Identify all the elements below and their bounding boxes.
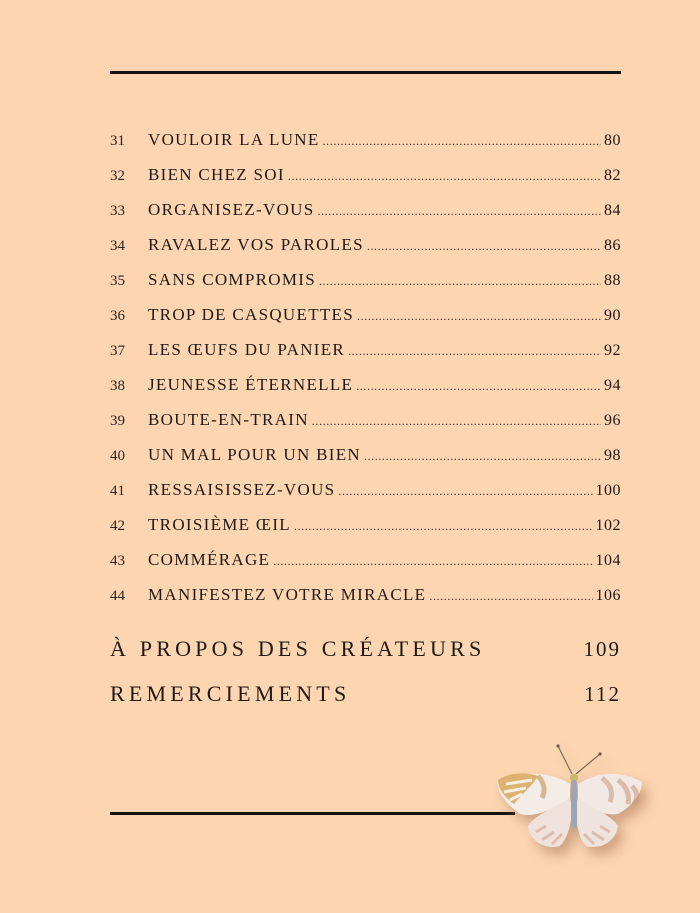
chapter-number: 35 (110, 273, 125, 289)
dot-leader (364, 449, 601, 464)
dot-leader (356, 379, 601, 394)
toc-entry[interactable] (110, 235, 621, 270)
toc-section-about-creators[interactable] (110, 636, 621, 681)
toc-entry[interactable] (110, 200, 621, 235)
toc-entry[interactable] (110, 515, 621, 550)
chapter-number: 36 (110, 308, 125, 324)
toc-section-acknowledgements[interactable] (110, 681, 621, 726)
toc-entry[interactable] (110, 340, 621, 375)
toc-entry[interactable] (110, 130, 621, 165)
chapter-number: 43 (110, 553, 125, 569)
dot-leader (338, 484, 592, 499)
chapter-title: BIEN CHEZ SOI (148, 165, 285, 184)
section-title: À PROPOS DES CRÉATEURS (110, 636, 486, 661)
chapter-title: MANIFESTEZ VOTRE MIRACLE (148, 585, 427, 604)
chapter-title: ORGANISEZ-VOUS (148, 200, 315, 219)
chapter-number: 38 (110, 378, 125, 394)
page-number: 104 (595, 552, 621, 569)
toc-entry[interactable] (110, 270, 621, 305)
dot-leader (319, 274, 601, 289)
chapter-number: 39 (110, 413, 125, 429)
chapter-number: 33 (110, 203, 125, 219)
back-matter-sections (110, 636, 621, 726)
toc-entry[interactable] (110, 480, 621, 515)
chapter-number: 32 (110, 168, 125, 184)
dot-leader (273, 554, 592, 569)
page-number: 102 (595, 517, 621, 534)
page-number: 109 (583, 637, 621, 661)
chapter-title: SANS COMPROMIS (148, 270, 316, 289)
dot-leader (317, 204, 601, 219)
toc-entry[interactable] (110, 550, 621, 585)
section-title: REMERCIEMENTS (110, 681, 351, 706)
dot-leader (429, 589, 592, 604)
toc-entry[interactable] (110, 305, 621, 340)
page-number: 100 (595, 482, 621, 499)
table-of-contents (110, 130, 621, 620)
dot-leader (312, 414, 601, 429)
page-number: 112 (584, 682, 621, 706)
toc-entry[interactable] (110, 375, 621, 410)
chapter-title: COMMÉRAGE (148, 550, 271, 569)
dot-leader (357, 309, 601, 324)
chapter-number: 42 (110, 518, 125, 534)
top-divider (110, 71, 621, 74)
chapter-title: BOUTE-EN-TRAIN (148, 410, 309, 429)
dot-leader (294, 519, 593, 534)
chapter-number: 41 (110, 483, 125, 499)
chapter-number: 34 (110, 238, 125, 254)
chapter-title: TROP DE CASQUETTES (148, 305, 355, 324)
chapter-title: UN MAL POUR UN BIEN (148, 445, 361, 464)
chapter-title: JEUNESSE ÉTERNELLE (148, 375, 354, 394)
dot-leader (288, 169, 601, 184)
chapter-title: LES ŒUFS DU PANIER (148, 340, 346, 359)
page-number: 106 (595, 587, 621, 604)
page-number: 92 (604, 342, 621, 359)
page-number: 86 (604, 237, 621, 254)
dot-leader (348, 344, 601, 359)
page-number: 98 (604, 447, 621, 464)
chapter-title: VOULOIR LA LUNE (148, 130, 320, 149)
butterfly-icon (492, 742, 644, 854)
dot-leader (323, 134, 601, 149)
page-number: 96 (604, 412, 621, 429)
chapter-number: 37 (110, 343, 125, 359)
page-number: 82 (604, 167, 621, 184)
page-number: 88 (604, 272, 621, 289)
chapter-title: TROISIÈME ŒIL (148, 515, 291, 534)
page-number: 84 (604, 202, 621, 219)
toc-entry[interactable] (110, 165, 621, 200)
page-number: 94 (604, 377, 621, 394)
page-number: 90 (604, 307, 621, 324)
toc-entry[interactable] (110, 410, 621, 445)
chapter-number: 44 (110, 588, 125, 604)
chapter-number: 31 (110, 133, 125, 149)
page-number: 80 (604, 132, 621, 149)
dot-leader (367, 239, 601, 254)
chapter-number: 40 (110, 448, 125, 464)
toc-entry[interactable] (110, 445, 621, 480)
bottom-divider (110, 812, 515, 815)
toc-entry[interactable] (110, 585, 621, 620)
chapter-title: RESSAISISSEZ-VOUS (148, 480, 336, 499)
chapter-title: RAVALEZ VOS PAROLES (148, 235, 364, 254)
